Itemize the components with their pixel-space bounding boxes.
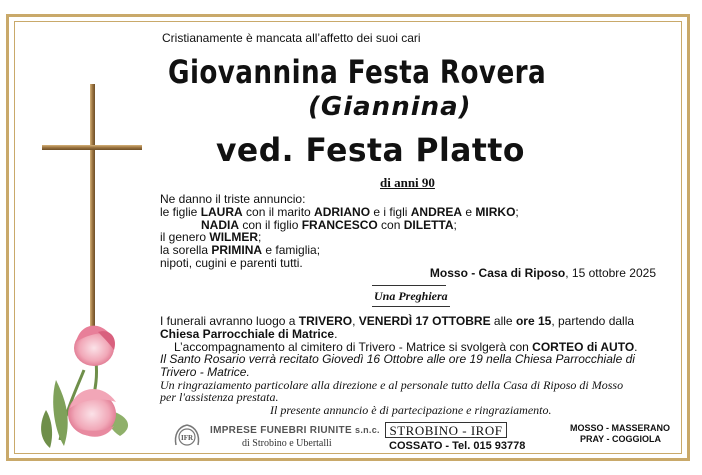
age-text: di anni 90: [380, 175, 435, 190]
company-owners: di Strobino e Ubertalli: [242, 438, 332, 449]
rosary-line: Il Santo Rosario verrà recitato Giovedì 16 Ottobre alle ore 19 nella Chiesa Parrocchiale di: [160, 352, 635, 366]
announcement-line: NADIA con il figlio FRANCESCO con DILETTA;: [201, 218, 457, 232]
deceased-name: Giovannina Festa Rovera: [168, 53, 547, 91]
announcement-line: Ne danno il triste annuncio:: [160, 192, 306, 206]
announcement-line: nipoti, cugini e parenti tutti.: [160, 256, 303, 270]
funeral-line: I funerali avranno luogo a TRIVERO, VENERDÌ 17 OTTOBRE alle ore 15, partendo dalla: [160, 314, 635, 328]
deceased-nickname: (Giannina): [308, 92, 472, 122]
prayer-top-line: [372, 285, 446, 286]
rosary-line: Trivero - Matrice.: [160, 365, 250, 379]
thanks-line: per l'assistenza prestata.: [160, 390, 279, 404]
company-name: IMPRESE FUNEBRI RIUNITE s.n.c.: [210, 425, 380, 436]
announcement-line: le figlie LAURA con il marito ADRIANO e i figli ANDREA e MIRKO;: [160, 205, 519, 219]
announcement-line: la sorella PRIMINA e famiglia;: [160, 243, 321, 257]
brand-box: STROBINO - IROF: [385, 422, 507, 438]
prayer-heading: Una Preghiera: [372, 289, 450, 307]
cross-with-flowers-icon: [36, 80, 146, 452]
funeral-line: L’accompagnamento al cimitero di Trivero - Matrice si svolgerà con CORTEO di AUTO.: [174, 340, 638, 354]
svg-text:IFR: IFR: [180, 434, 194, 442]
locations-line: PRAY - COGGIOLA: [580, 434, 662, 444]
intro-text: Cristianamente è mancata all’affetto dei suoi cari: [162, 31, 421, 45]
locations-line: MOSSO - MASSERANO: [570, 423, 671, 433]
place-date: Mosso - Casa di Riposo, 15 ottobre 2025: [429, 266, 656, 280]
announcement-line: il genero WILMER;: [160, 230, 262, 244]
thanks-line: Un ringraziamento particolare alla direzione e al personale tutto della Casa di Riposo di Mosso: [160, 378, 624, 392]
funeral-line: Chiesa Parrocchiale di Matrice.: [160, 327, 338, 341]
ifr-logo-icon: [172, 423, 202, 449]
notice-line: Il presente annuncio è di partecipazione e ringraziamento.: [270, 403, 552, 417]
married-name: ved. Festa Platto: [216, 131, 525, 169]
address-phone: COSSATO - Tel. 015 93778: [389, 440, 526, 452]
